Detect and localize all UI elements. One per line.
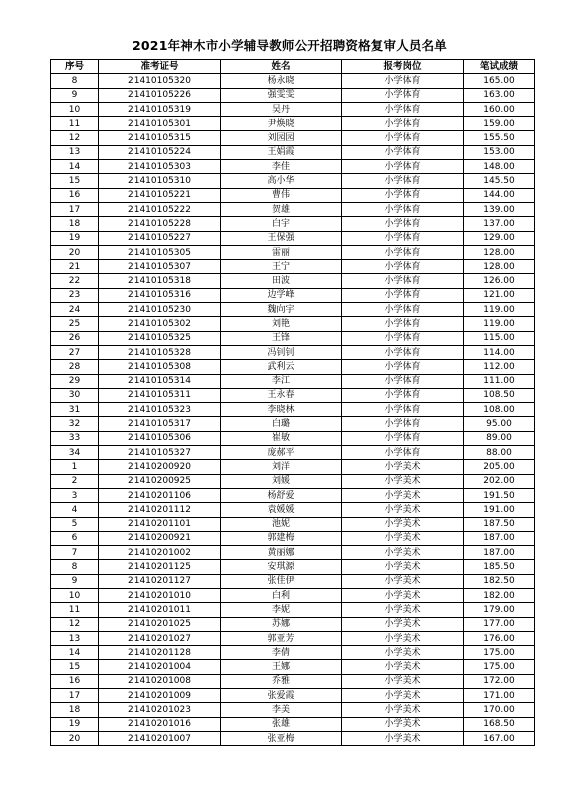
cell-serial: 28 — [51, 360, 99, 374]
table-row — [51, 374, 535, 388]
cell-name: 张亚梅 — [221, 731, 342, 745]
table-row — [51, 560, 535, 574]
cell-serial: 30 — [51, 388, 99, 402]
table-row — [51, 546, 535, 560]
cell-name: 杨永晓 — [221, 74, 342, 88]
cell-name: 边学峰 — [221, 288, 342, 302]
cell-serial: 14 — [51, 646, 99, 660]
cell-position: 小学体育 — [342, 174, 464, 188]
cell-position: 小学体育 — [342, 188, 464, 202]
cell-exam-id: 21410105224 — [99, 145, 221, 159]
cell-score: 167.00 — [464, 731, 535, 745]
table-row — [51, 460, 535, 474]
cell-exam-id: 21410201011 — [99, 603, 221, 617]
cell-exam-id: 21410105230 — [99, 303, 221, 317]
cell-exam-id: 21410201004 — [99, 660, 221, 674]
table-row — [51, 74, 535, 88]
cell-position: 小学美术 — [342, 474, 464, 488]
cell-score: 145.50 — [464, 174, 535, 188]
cell-position: 小学美术 — [342, 560, 464, 574]
cell-score: 111.00 — [464, 374, 535, 388]
cell-exam-id: 21410201125 — [99, 560, 221, 574]
cell-exam-id: 21410200925 — [99, 474, 221, 488]
cell-score: 88.00 — [464, 446, 535, 460]
table-row — [51, 260, 535, 274]
cell-score: 170.00 — [464, 703, 535, 717]
cell-score: 119.00 — [464, 303, 535, 317]
cell-score: 121.00 — [464, 288, 535, 302]
cell-name: 张佳伊 — [221, 574, 342, 588]
cell-exam-id: 21410105320 — [99, 74, 221, 88]
cell-score: 155.50 — [464, 131, 535, 145]
cell-name: 刘媛 — [221, 474, 342, 488]
cell-name: 吴丹 — [221, 102, 342, 116]
cell-name: 白利 — [221, 588, 342, 602]
cell-serial: 8 — [51, 74, 99, 88]
cell-score: 182.00 — [464, 588, 535, 602]
cell-score: 129.00 — [464, 231, 535, 245]
cell-serial: 31 — [51, 403, 99, 417]
table-row — [51, 717, 535, 731]
cell-position: 小学体育 — [342, 331, 464, 345]
cell-name: 庞郝平 — [221, 446, 342, 460]
cell-name: 白宇 — [221, 217, 342, 231]
header-serial: 序号 — [51, 60, 99, 74]
cell-serial: 27 — [51, 345, 99, 359]
cell-position: 小学体育 — [342, 160, 464, 174]
cell-exam-id: 21410105318 — [99, 274, 221, 288]
cell-name: 郭建梅 — [221, 531, 342, 545]
cell-exam-id: 21410201027 — [99, 631, 221, 645]
table-row — [51, 217, 535, 231]
table-row — [51, 145, 535, 159]
cell-serial: 12 — [51, 131, 99, 145]
cell-exam-id: 21410201008 — [99, 674, 221, 688]
cell-score: 187.50 — [464, 517, 535, 531]
cell-serial: 15 — [51, 660, 99, 674]
table-row — [51, 188, 535, 202]
cell-name: 雷丽 — [221, 245, 342, 259]
cell-position: 小学美术 — [342, 460, 464, 474]
cell-position: 小学美术 — [342, 617, 464, 631]
cell-position: 小学体育 — [342, 117, 464, 131]
cell-name: 李妮 — [221, 603, 342, 617]
cell-name: 崔敏 — [221, 431, 342, 445]
cell-name: 张爱霞 — [221, 689, 342, 703]
cell-position: 小学体育 — [342, 260, 464, 274]
cell-serial: 4 — [51, 503, 99, 517]
cell-name: 白璐 — [221, 417, 342, 431]
cell-name: 冯钊钊 — [221, 345, 342, 359]
cell-name: 李美 — [221, 703, 342, 717]
cell-name: 李佳 — [221, 160, 342, 174]
cell-name: 乔雅 — [221, 674, 342, 688]
table-row — [51, 88, 535, 102]
cell-exam-id: 21410105308 — [99, 360, 221, 374]
cell-position: 小学美术 — [342, 731, 464, 745]
cell-position: 小学体育 — [342, 202, 464, 216]
cell-position: 小学美术 — [342, 689, 464, 703]
cell-serial: 17 — [51, 689, 99, 703]
cell-exam-id: 21410105315 — [99, 131, 221, 145]
cell-serial: 18 — [51, 217, 99, 231]
table-row — [51, 731, 535, 745]
cell-name: 高小华 — [221, 174, 342, 188]
table-row — [51, 517, 535, 531]
cell-exam-id: 21410105301 — [99, 117, 221, 131]
cell-position: 小学美术 — [342, 717, 464, 731]
cell-serial: 6 — [51, 531, 99, 545]
candidate-table — [50, 59, 535, 746]
cell-score: 112.00 — [464, 360, 535, 374]
cell-serial: 12 — [51, 617, 99, 631]
table-row — [51, 274, 535, 288]
cell-serial: 23 — [51, 288, 99, 302]
cell-serial: 5 — [51, 517, 99, 531]
cell-serial: 22 — [51, 274, 99, 288]
cell-exam-id: 21410105306 — [99, 431, 221, 445]
cell-score: 205.00 — [464, 460, 535, 474]
cell-name: 刘园园 — [221, 131, 342, 145]
cell-exam-id: 21410201016 — [99, 717, 221, 731]
cell-serial: 33 — [51, 431, 99, 445]
cell-score: 187.00 — [464, 531, 535, 545]
table-row — [51, 117, 535, 131]
cell-exam-id: 21410201010 — [99, 588, 221, 602]
cell-score: 172.00 — [464, 674, 535, 688]
cell-serial: 13 — [51, 145, 99, 159]
cell-position: 小学美术 — [342, 488, 464, 502]
cell-position: 小学体育 — [342, 288, 464, 302]
cell-position: 小学体育 — [342, 403, 464, 417]
cell-name: 黄丽娜 — [221, 546, 342, 560]
cell-serial: 26 — [51, 331, 99, 345]
cell-name: 尹焕晓 — [221, 117, 342, 131]
cell-score: 89.00 — [464, 431, 535, 445]
cell-position: 小学体育 — [342, 74, 464, 88]
cell-name: 郭亚芳 — [221, 631, 342, 645]
cell-serial: 34 — [51, 446, 99, 460]
cell-position: 小学体育 — [342, 417, 464, 431]
cell-position: 小学体育 — [342, 217, 464, 231]
cell-position: 小学美术 — [342, 674, 464, 688]
cell-position: 小学体育 — [342, 231, 464, 245]
cell-exam-id: 21410105307 — [99, 260, 221, 274]
cell-position: 小学体育 — [342, 360, 464, 374]
table-row — [51, 503, 535, 517]
table-row — [51, 174, 535, 188]
cell-serial: 1 — [51, 460, 99, 474]
cell-serial: 19 — [51, 717, 99, 731]
table-row — [51, 431, 535, 445]
cell-serial: 20 — [51, 731, 99, 745]
cell-position: 小学美术 — [342, 646, 464, 660]
header-name: 姓名 — [221, 60, 342, 74]
cell-position: 小学体育 — [342, 303, 464, 317]
cell-exam-id: 21410201023 — [99, 703, 221, 717]
cell-score: 182.50 — [464, 574, 535, 588]
cell-name: 王娟霞 — [221, 145, 342, 159]
table-row — [51, 689, 535, 703]
cell-name: 安琪源 — [221, 560, 342, 574]
cell-position: 小学美术 — [342, 703, 464, 717]
table-row — [51, 102, 535, 116]
cell-exam-id: 21410105325 — [99, 331, 221, 345]
cell-exam-id: 21410105228 — [99, 217, 221, 231]
cell-exam-id: 21410105305 — [99, 245, 221, 259]
cell-score: 144.00 — [464, 188, 535, 202]
cell-score: 168.50 — [464, 717, 535, 731]
cell-serial: 9 — [51, 574, 99, 588]
cell-name: 苏娜 — [221, 617, 342, 631]
header-score: 笔试成绩 — [464, 60, 535, 74]
cell-serial: 11 — [51, 117, 99, 131]
cell-exam-id: 21410201002 — [99, 546, 221, 560]
cell-serial: 19 — [51, 231, 99, 245]
cell-score: 185.50 — [464, 560, 535, 574]
cell-exam-id: 21410201127 — [99, 574, 221, 588]
table-row — [51, 631, 535, 645]
cell-position: 小学体育 — [342, 245, 464, 259]
cell-score: 171.00 — [464, 689, 535, 703]
table-row — [51, 360, 535, 374]
cell-serial: 20 — [51, 245, 99, 259]
cell-name: 王娜 — [221, 660, 342, 674]
cell-exam-id: 21410105221 — [99, 188, 221, 202]
cell-score: 160.00 — [464, 102, 535, 116]
cell-name: 李倩 — [221, 646, 342, 660]
table-row — [51, 303, 535, 317]
cell-exam-id: 21410105302 — [99, 317, 221, 331]
cell-exam-id: 21410201128 — [99, 646, 221, 660]
cell-serial: 10 — [51, 588, 99, 602]
cell-exam-id: 21410105323 — [99, 403, 221, 417]
table-row — [51, 345, 535, 359]
table-header-row — [51, 60, 535, 74]
table-row — [51, 446, 535, 460]
cell-position: 小学体育 — [342, 274, 464, 288]
cell-exam-id: 21410105226 — [99, 88, 221, 102]
cell-position: 小学体育 — [342, 102, 464, 116]
cell-serial: 2 — [51, 474, 99, 488]
cell-position: 小学美术 — [342, 517, 464, 531]
cell-name: 王锋 — [221, 331, 342, 345]
cell-score: 165.00 — [464, 74, 535, 88]
cell-score: 115.00 — [464, 331, 535, 345]
cell-position: 小学体育 — [342, 374, 464, 388]
cell-score: 163.00 — [464, 88, 535, 102]
cell-score: 202.00 — [464, 474, 535, 488]
cell-position: 小学体育 — [342, 345, 464, 359]
table-row — [51, 574, 535, 588]
cell-name: 李江 — [221, 374, 342, 388]
table-row — [51, 588, 535, 602]
table-row — [51, 674, 535, 688]
cell-exam-id: 21410201007 — [99, 731, 221, 745]
table-row — [51, 603, 535, 617]
cell-serial: 10 — [51, 102, 99, 116]
cell-serial: 9 — [51, 88, 99, 102]
cell-serial: 7 — [51, 546, 99, 560]
cell-score: 108.50 — [464, 388, 535, 402]
cell-name: 袁媛媛 — [221, 503, 342, 517]
table-row — [51, 331, 535, 345]
cell-serial: 3 — [51, 488, 99, 502]
cell-score: 119.00 — [464, 317, 535, 331]
cell-score: 175.00 — [464, 660, 535, 674]
cell-position: 小学体育 — [342, 145, 464, 159]
cell-serial: 13 — [51, 631, 99, 645]
cell-position: 小学体育 — [342, 446, 464, 460]
cell-serial: 11 — [51, 603, 99, 617]
cell-serial: 29 — [51, 374, 99, 388]
cell-serial: 14 — [51, 160, 99, 174]
cell-exam-id: 21410105327 — [99, 446, 221, 460]
cell-exam-id: 21410201112 — [99, 503, 221, 517]
cell-position: 小学体育 — [342, 131, 464, 145]
cell-name: 刘洋 — [221, 460, 342, 474]
header-position: 报考岗位 — [342, 60, 464, 74]
cell-exam-id: 21410105319 — [99, 102, 221, 116]
table-row — [51, 474, 535, 488]
cell-score: 114.00 — [464, 345, 535, 359]
cell-serial: 32 — [51, 417, 99, 431]
cell-score: 176.00 — [464, 631, 535, 645]
cell-position: 小学美术 — [342, 546, 464, 560]
cell-position: 小学体育 — [342, 388, 464, 402]
cell-serial: 17 — [51, 202, 99, 216]
cell-score: 137.00 — [464, 217, 535, 231]
table-row — [51, 388, 535, 402]
cell-exam-id: 21410105303 — [99, 160, 221, 174]
cell-name: 魏向宇 — [221, 303, 342, 317]
cell-serial: 16 — [51, 188, 99, 202]
cell-score: 179.00 — [464, 603, 535, 617]
cell-score: 159.00 — [464, 117, 535, 131]
cell-name: 王保强 — [221, 231, 342, 245]
table-body — [51, 74, 535, 746]
cell-serial: 24 — [51, 303, 99, 317]
cell-exam-id: 21410200920 — [99, 460, 221, 474]
cell-exam-id: 21410201025 — [99, 617, 221, 631]
cell-exam-id: 21410201106 — [99, 488, 221, 502]
cell-score: 139.00 — [464, 202, 535, 216]
header-exam-id: 准考证号 — [99, 60, 221, 74]
cell-score: 191.00 — [464, 503, 535, 517]
cell-serial: 8 — [51, 560, 99, 574]
cell-serial: 15 — [51, 174, 99, 188]
document-title: 2021年神木市小学辅导教师公开招聘资格复审人员名单 — [132, 38, 447, 53]
cell-position: 小学美术 — [342, 503, 464, 517]
cell-exam-id: 21410105317 — [99, 417, 221, 431]
cell-name: 李晓林 — [221, 403, 342, 417]
table-row — [51, 160, 535, 174]
cell-position: 小学体育 — [342, 88, 464, 102]
cell-position: 小学体育 — [342, 317, 464, 331]
cell-score: 153.00 — [464, 145, 535, 159]
cell-position: 小学美术 — [342, 603, 464, 617]
table-row — [51, 202, 535, 216]
cell-score: 177.00 — [464, 617, 535, 631]
cell-name: 曹伟 — [221, 188, 342, 202]
cell-score: 148.00 — [464, 160, 535, 174]
table-row — [51, 417, 535, 431]
table-row — [51, 646, 535, 660]
cell-exam-id: 21410201009 — [99, 689, 221, 703]
table-row — [51, 317, 535, 331]
cell-name: 王永春 — [221, 388, 342, 402]
cell-exam-id: 21410105310 — [99, 174, 221, 188]
cell-score: 108.00 — [464, 403, 535, 417]
table-row — [51, 531, 535, 545]
cell-exam-id: 21410105227 — [99, 231, 221, 245]
cell-exam-id: 21410105222 — [99, 202, 221, 216]
cell-name: 强雯雯 — [221, 88, 342, 102]
cell-score: 128.00 — [464, 245, 535, 259]
cell-position: 小学美术 — [342, 660, 464, 674]
cell-exam-id: 21410201101 — [99, 517, 221, 531]
table-row — [51, 245, 535, 259]
table-row — [51, 288, 535, 302]
table-row — [51, 231, 535, 245]
table-row — [51, 488, 535, 502]
cell-name: 池妮 — [221, 517, 342, 531]
cell-score: 95.00 — [464, 417, 535, 431]
cell-position: 小学体育 — [342, 431, 464, 445]
table-row — [51, 660, 535, 674]
cell-serial: 18 — [51, 703, 99, 717]
cell-exam-id: 21410105328 — [99, 345, 221, 359]
table-row — [51, 403, 535, 417]
table-row — [51, 131, 535, 145]
cell-position: 小学美术 — [342, 588, 464, 602]
cell-exam-id: 21410105314 — [99, 374, 221, 388]
cell-exam-id: 21410105311 — [99, 388, 221, 402]
cell-name: 张雄 — [221, 717, 342, 731]
cell-serial: 25 — [51, 317, 99, 331]
cell-name: 刘艳 — [221, 317, 342, 331]
cell-score: 187.00 — [464, 546, 535, 560]
cell-name: 贺雄 — [221, 202, 342, 216]
cell-serial: 21 — [51, 260, 99, 274]
table-row — [51, 703, 535, 717]
cell-exam-id: 21410105316 — [99, 288, 221, 302]
cell-serial: 16 — [51, 674, 99, 688]
cell-name: 王宁 — [221, 260, 342, 274]
cell-position: 小学美术 — [342, 631, 464, 645]
cell-score: 175.00 — [464, 646, 535, 660]
cell-position: 小学美术 — [342, 574, 464, 588]
cell-position: 小学美术 — [342, 531, 464, 545]
cell-score: 128.00 — [464, 260, 535, 274]
cell-name: 武利云 — [221, 360, 342, 374]
cell-score: 126.00 — [464, 274, 535, 288]
table-row — [51, 617, 535, 631]
cell-exam-id: 21410200921 — [99, 531, 221, 545]
cell-score: 191.50 — [464, 488, 535, 502]
cell-name: 杨舒爱 — [221, 488, 342, 502]
cell-name: 田波 — [221, 274, 342, 288]
